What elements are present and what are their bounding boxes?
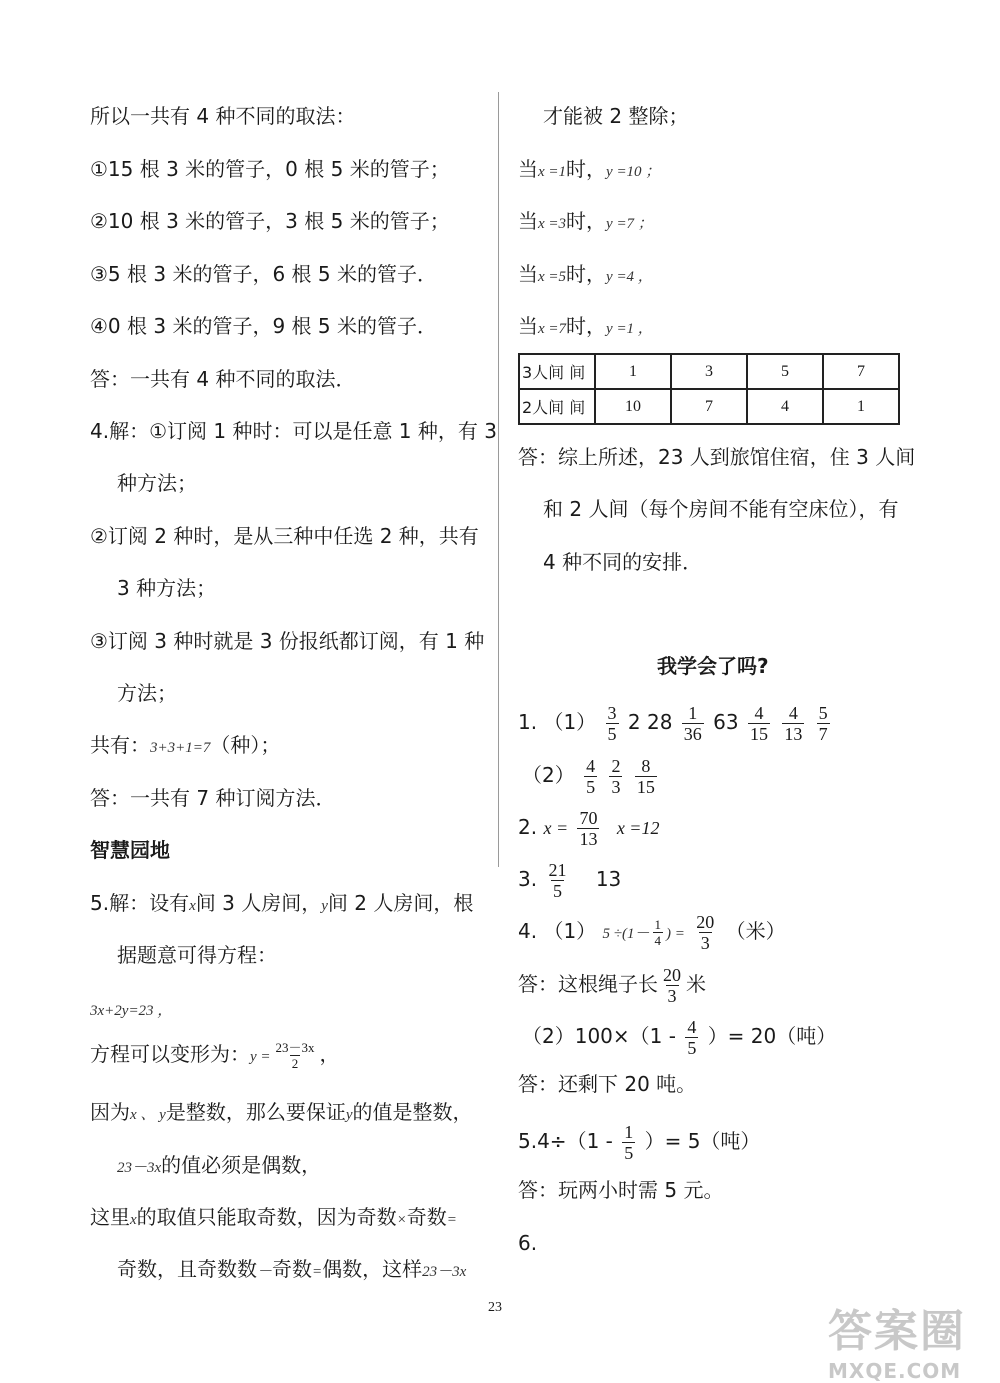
answer-play: 答：玩两小时需 5 元。 [518,1178,724,1202]
fraction [682,703,704,744]
numerator: 5 [818,703,828,723]
numerator: 1 [654,917,662,932]
text: 当 [518,209,538,233]
text: 当 [518,157,538,181]
rooms-table [518,353,900,425]
denominator: 5 [624,1143,634,1163]
denominator: 3 [667,986,677,1006]
text: 答：这根绳子长 [518,972,658,996]
text: 2. [518,815,538,839]
left-line-6: 答：一共有 4 种不同的取法． [90,367,356,391]
fraction [546,860,568,901]
text: ， [319,1042,340,1066]
left-line-1: 所以一共有 4 种不同的取法： [90,104,356,128]
left-line-20 [117,1151,321,1182]
question-4-part-1 [518,912,786,953]
left-line-21 [90,1203,457,1234]
numerator: 4 [586,756,596,776]
numerator: 4 [687,1017,697,1037]
fraction [661,965,683,1006]
math: 3+3+1=7 [150,740,211,756]
numerator: 4 [754,703,764,723]
text: 米 [686,972,706,996]
math: × [396,1212,407,1228]
equation: 3x+2y=23 ， [90,1003,173,1019]
left-line-14: 答：一共有 7 种订阅方法． [90,786,336,810]
denominator: 5 [586,777,596,797]
row-header: 3人间 间 [519,354,595,389]
text: 的取值只能取奇数，因为奇数 [136,1205,397,1229]
table-cell: 10 [595,389,671,424]
text: 时， [566,262,607,286]
text: 偶数，这样 [322,1257,423,1281]
numerator: 20 [696,912,715,932]
question-5 [518,1122,760,1163]
math: y [321,898,328,914]
table-cell: 3 [671,354,747,389]
math: x =1 [538,164,567,180]
question-1-part-1 [518,703,833,744]
table-cell: 4 [747,389,823,424]
fraction [782,703,804,744]
math: = [312,1264,323,1280]
left-line-5: ④0 根 3 米的管子，9 根 5 米的管子． [90,314,437,338]
question-1-part-2 [522,756,660,797]
math: x =5 [538,269,567,285]
text: 当 [518,262,538,286]
text: （种）； [210,733,281,757]
math: x [189,898,196,914]
numerator: 1 [624,1122,634,1142]
numerator: 70 [579,808,598,828]
fraction [606,703,619,744]
text: 共有： [90,733,150,757]
text: 4. （1） [518,919,597,943]
text: （米） [725,919,786,943]
answer-line-1: 答：综上所述，23 人到旅馆住宿，住 3 人间 [518,445,916,469]
text: 5.4÷（1 - [518,1129,613,1153]
left-line-22 [117,1255,466,1286]
answer-line-2: 和 2 人间（每个房间不能有空床位），有 [543,497,899,521]
left-line-19 [90,1098,473,1129]
fraction [635,756,657,797]
text: 13 [595,867,622,891]
denominator: 3 [700,933,710,953]
math: x =3 [538,216,567,232]
left-line-2: ①15 根 3 米的管子，0 根 5 米的管子； [90,157,450,181]
text: 是整数，那么要保证 [165,1100,346,1124]
fraction [274,1040,317,1071]
numerator: 23－3x [275,1040,315,1055]
math: x =7 [538,321,567,337]
row-header: 2人间 间 [519,389,595,424]
fraction [653,917,664,948]
left-line-7: 4.解：①订阅 1 种时：可以是任意 1 种，有 3 [90,419,497,443]
left-line-3: ②10 根 3 米的管子，3 根 5 米的管子； [90,209,450,233]
math: y =10 ； [606,164,661,180]
text: 奇数 [406,1205,447,1229]
watermark-logo [828,1295,994,1383]
left-line-17 [90,994,172,1025]
question-2 [518,808,659,849]
section-title: 我学会了吗? [657,654,769,678]
fraction [584,756,597,797]
fraction [622,1122,635,1163]
denominator: 13 [784,724,803,744]
watermark-url: MXQE.COM [828,1359,962,1383]
numerator: 3 [607,703,617,723]
denominator: 15 [636,777,655,797]
numerator: 1 [688,703,698,723]
fraction [817,703,830,744]
denominator: 2 [291,1056,299,1071]
left-line-11: ③订阅 3 种时就是 3 份报纸都订阅，有 1 种 [90,629,485,653]
left-line-9: ②订阅 2 种时，是从三种中任选 2 种，共有 [90,524,479,548]
fraction [694,912,716,953]
text: 3. [518,867,538,891]
text: 奇数，且奇数数 [117,1257,257,1281]
text: 的值必须是偶数， [161,1153,322,1177]
case-3 [518,260,653,291]
text: 间 3 人房间， [195,891,322,915]
right-line-1: 才能被 2 整除； [543,104,689,128]
table-cell: 1 [595,354,671,389]
math: 23－3x [422,1264,467,1280]
case-2 [518,207,653,238]
numerator: 8 [641,756,651,776]
text: 1. （1） [518,710,597,734]
denominator: 7 [818,724,828,744]
text: 方程可以变形为： [90,1042,250,1066]
denominator: 13 [579,829,598,849]
text: 时， [566,157,607,181]
fraction [685,1017,698,1058]
left-line-18 [90,1040,340,1071]
math: － [257,1264,273,1280]
left-line-16: 据题意可得方程： [117,943,277,967]
math: y =1 ， [606,321,653,337]
text: 因为 [90,1100,130,1124]
case-4 [518,312,653,343]
table-cell: 7 [823,354,899,389]
text: 当 [518,314,538,338]
answer-rope [518,965,706,1006]
numerator: 4 [788,703,798,723]
numerator: 2 [611,756,621,776]
left-line-10: 3 种方法； [117,576,217,600]
denominator: 4 [654,933,662,948]
math: y = [250,1049,271,1065]
numerator: 21 [548,860,567,880]
math: y =4 ， [606,269,653,285]
math: y [345,1107,353,1123]
text: 间 2 人房间，根 [327,891,474,915]
denominator: 5 [607,724,617,744]
table-row [519,389,899,424]
math: x =12 [616,818,660,838]
fraction [609,756,622,797]
math: 5 ÷(1－ [602,926,650,942]
math: 23－3x [117,1160,162,1176]
denominator: 5 [552,881,562,901]
fraction [748,703,770,744]
text: 的值是整数， [352,1100,473,1124]
math: ) = [666,926,685,942]
numerator: 20 [663,965,681,985]
case-1 [518,155,660,186]
math: x [130,1212,137,1228]
denominator: 5 [687,1038,697,1058]
watermark-title: 答案圈 [828,1306,966,1357]
question-6: 6. [518,1231,538,1255]
left-line-8: 种方法； [117,471,197,495]
text: 奇数 [272,1257,313,1281]
math: x = [543,818,569,838]
section-heading: 智慧园地 [90,838,170,862]
answer-line-3: 4 种不同的安排． [543,550,703,574]
text: 时， [566,209,607,233]
text: ）= 5（吨） [644,1129,761,1153]
denominator: 15 [749,724,768,744]
left-line-4: ③5 根 3 米的管子，6 根 5 米的管子． [90,262,437,286]
table-cell: 7 [671,389,747,424]
text: （2） [522,763,575,787]
text: ）= 20（吨） [707,1024,837,1048]
answer-remaining: 答：还剩下 20 吨。 [518,1072,697,1096]
table-row [519,354,899,389]
math: y =7 ； [606,216,653,232]
text: （2）100×（1 - [522,1024,676,1048]
text: 时， [566,314,607,338]
left-line-13 [90,731,280,762]
table-cell: 5 [747,354,823,389]
text: 2 28 [627,710,673,734]
table-cell: 1 [823,389,899,424]
denominator: 36 [683,724,702,744]
math: = [446,1212,457,1228]
column-divider [498,92,499,867]
question-4-part-2 [522,1017,836,1058]
fraction [577,808,599,849]
left-line-15 [90,889,473,920]
math: x 、 y [130,1107,166,1123]
text: 这里 [90,1205,130,1229]
question-3 [518,860,621,901]
denominator: 3 [611,777,621,797]
page-number: 23 [488,1300,502,1315]
text: 63 [713,710,739,734]
text: 5.解：设有 [90,891,190,915]
left-line-12: 方法； [117,681,177,705]
